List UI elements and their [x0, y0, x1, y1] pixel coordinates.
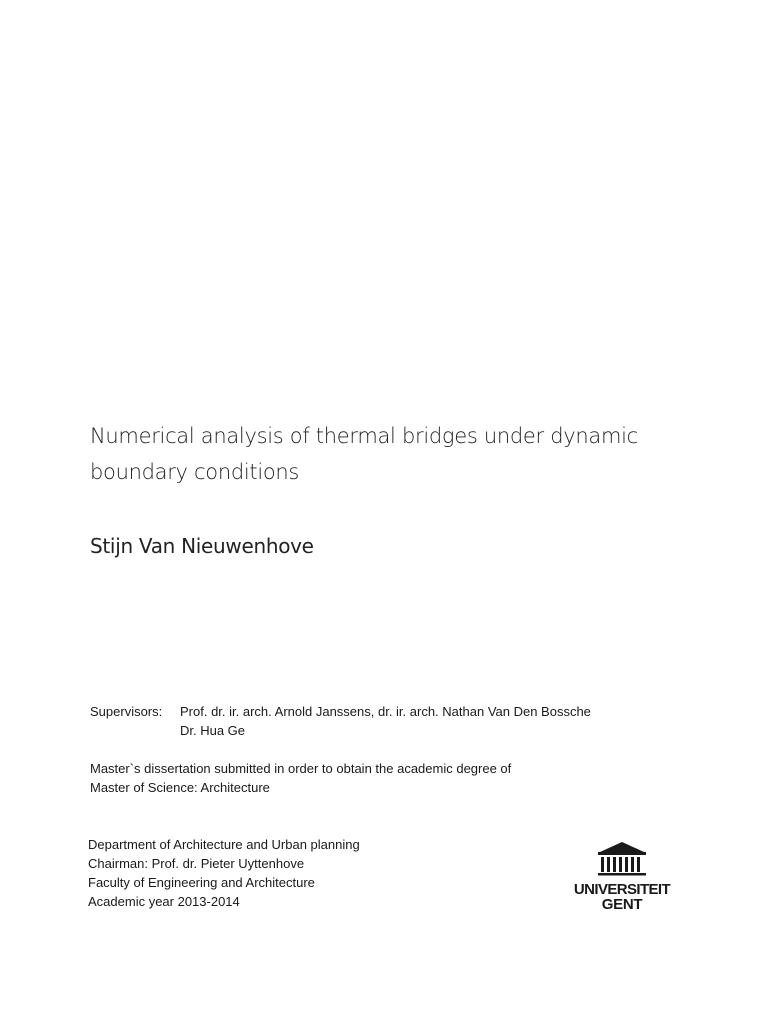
- author-name: Stijn Van Nieuwenhove: [90, 534, 314, 558]
- supervisors-list: [180, 702, 591, 740]
- department-line: Chairman: Prof. dr. Pieter Uyttenhove: [88, 856, 305, 871]
- supervisors-label: Supervisors:: [90, 704, 163, 719]
- title-line-2: boundary conditions: [90, 460, 300, 484]
- logo-text-gent: GENT: [601, 896, 643, 913]
- dissertation-line: Master of Science: Architecture: [90, 780, 270, 795]
- university-building-icon: [598, 842, 646, 876]
- supervisor-line: Prof. dr. ir. arch. Arnold Janssens, dr. ir. arch. Nathan Van Den Bossche: [180, 704, 591, 719]
- dissertation-statement: [90, 759, 511, 797]
- title-line-1: Numerical analysis of thermal bridges under dynamic: [90, 424, 638, 448]
- supervisors-block: [90, 702, 591, 740]
- department-line: Department of Architecture and Urban planning: [88, 837, 360, 852]
- logo-text-universiteit: UNIVERSITEIT: [573, 881, 671, 898]
- university-logo: [570, 838, 674, 918]
- department-line: Academic year 2013-2014: [88, 894, 240, 909]
- dissertation-line: Master`s dissertation submitted in order to obtain the academic degree of: [90, 761, 512, 776]
- department-line: Faculty of Engineering and Architecture: [88, 875, 315, 890]
- document-title: [90, 418, 690, 490]
- department-info: [88, 835, 360, 911]
- supervisor-line: Dr. Hua Ge: [180, 723, 246, 738]
